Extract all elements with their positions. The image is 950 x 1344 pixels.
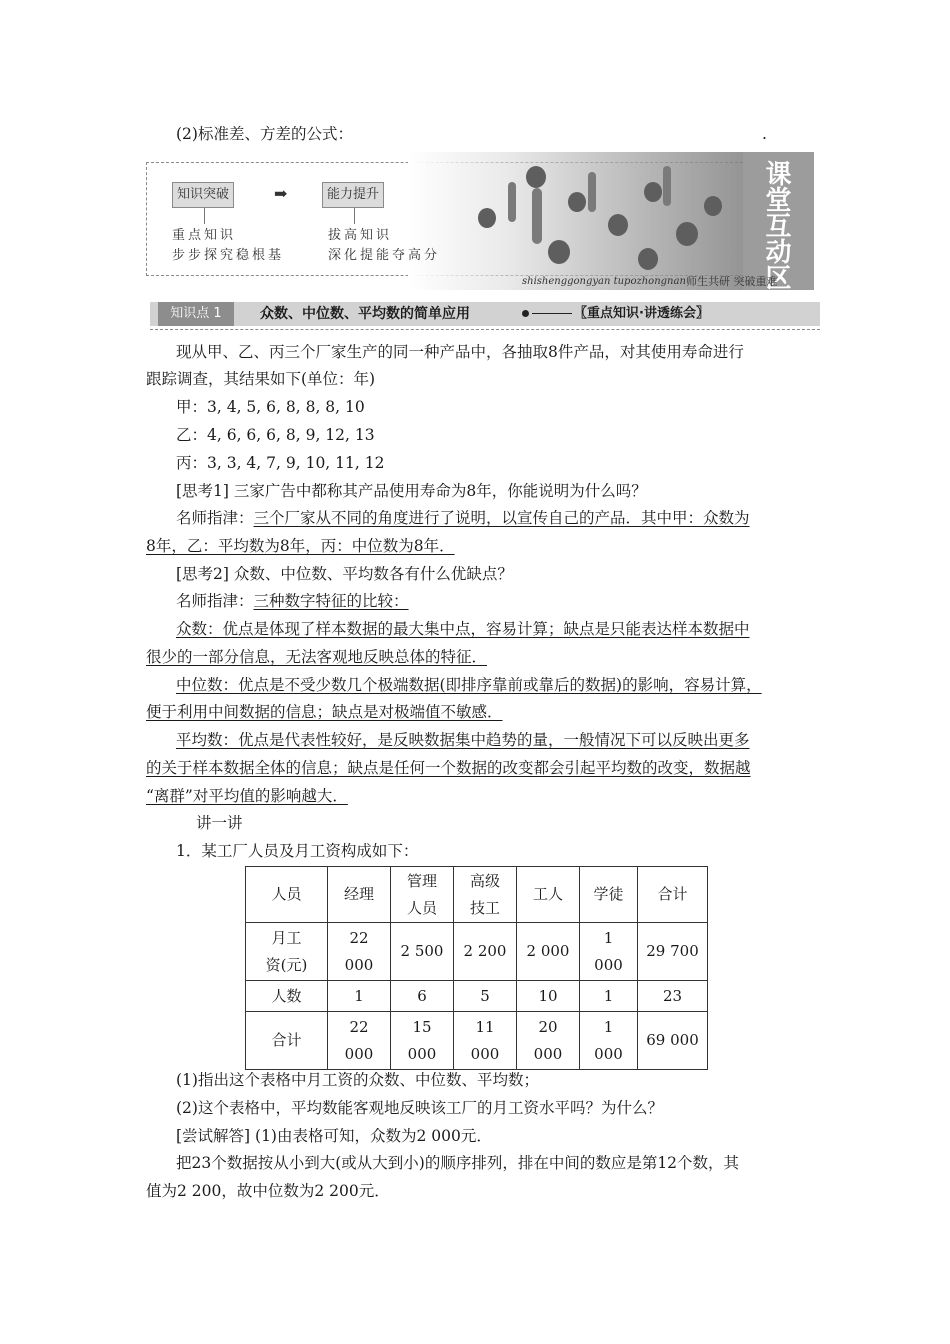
side-char: 堂 xyxy=(765,186,792,216)
table-cell: 2 000 xyxy=(517,923,580,981)
bullet-icon xyxy=(522,310,529,317)
arrow-right-icon: ➡ xyxy=(274,184,288,203)
tip-1-cont: 8年，乙：平均数为8年，丙：中位数为8年． xyxy=(146,537,455,555)
formula-line: (2)标准差、方差的公式： xyxy=(176,125,353,143)
sub-question-2: (2)这个表格中，平均数能客观地反映该工厂的月工资水平吗？为什么？ xyxy=(176,1099,663,1117)
banner-left-line1: 重点知识 xyxy=(172,228,237,243)
tip-2 xyxy=(176,591,409,611)
section-banner xyxy=(146,152,814,294)
table-cell: 1 000 xyxy=(580,1012,638,1070)
table-cell: 1 000 xyxy=(580,923,638,981)
salary-table xyxy=(245,866,708,1070)
mode-line1: 众数：优点是体现了样本数据的最大集中点，容易计算；缺点是只能表达样本数据中 xyxy=(176,620,750,638)
answer-line1: [尝试解答] (1)由表格可知，众数为2 000元． xyxy=(176,1127,492,1145)
classroom-interaction-label xyxy=(743,152,814,294)
think-2: [思考2] 众数、中位数、平均数各有什么优缺点？ xyxy=(176,565,513,583)
table-row xyxy=(246,867,708,923)
table-cell: 高级 技工 xyxy=(454,867,517,923)
knowledge-point-title: 众数、中位数、平均数的简单应用 xyxy=(260,306,470,322)
median-line2: 便于利用中间数据的信息；缺点是对极端值不敏感． xyxy=(146,703,503,721)
table-cell: 5 xyxy=(454,981,517,1012)
data-jia: 甲：3, 4, 5, 6, 8, 8, 8, 10 xyxy=(176,398,365,416)
answer-line3: 值为2 200，故中位数为2 200元． xyxy=(146,1182,390,1200)
mode-line2: 很少的一部分信息，无法客观地反映总体的特征． xyxy=(146,648,488,666)
banner-right-line2: 深化提能夺高分 xyxy=(328,248,441,263)
banner-right-line1: 拔高知识 xyxy=(328,228,393,243)
answer-line2: 把23个数据按从小到大(或从大到小)的顺序排列，排在中间的数应是第12个数，其 xyxy=(176,1154,740,1172)
tip-1-text: 三个厂家从不同的角度进行了说明，以宣传自己的产品．其中甲：众数为 xyxy=(253,509,750,527)
lecture-heading: 讲一讲 xyxy=(196,814,243,832)
table-cell: 29 700 xyxy=(638,923,708,981)
table-cell: 经理 xyxy=(328,867,391,923)
formula-line-end: . xyxy=(762,125,767,143)
data-bing: 丙：3, 3, 4, 7, 9, 10, 11, 12 xyxy=(176,454,385,472)
mean-line3: “离群”对平均值的影响越大． xyxy=(146,787,348,805)
side-char: 课 xyxy=(765,160,792,190)
table-cell: 人员 xyxy=(246,867,328,923)
knowledge-point-label: 知识点 1 xyxy=(158,302,234,326)
table-cell: 学徒 xyxy=(580,867,638,923)
table-cell: 工人 xyxy=(517,867,580,923)
think-1: [思考1] 三家广告中都称其产品使用寿命为8年，你能说明为什么吗？ xyxy=(176,482,647,500)
data-yi: 乙：4, 6, 6, 6, 8, 9, 12, 13 xyxy=(176,426,375,444)
crowd-image xyxy=(408,152,743,290)
side-char: 互 xyxy=(765,212,792,242)
mean-line1: 平均数：优点是代表性较好，是反映数据集中趋势的量，一般情况下可以反映出更多 xyxy=(176,731,750,749)
sub-question-1: (1)指出这个表格中月工资的众数、中位数、平均数； xyxy=(176,1071,539,1089)
table-cell: 管理 人员 xyxy=(391,867,454,923)
question-1: 1．某工厂人员及月工资构成如下： xyxy=(176,842,419,860)
table-cell: 22 000 xyxy=(328,923,391,981)
banner-pinyin: shishenggongyan tupozhongnan xyxy=(522,276,686,287)
table-cell: 合计 xyxy=(246,1012,328,1070)
table-cell: 1 xyxy=(328,981,391,1012)
tip-label: 名师指津： xyxy=(176,592,254,610)
tip-1 xyxy=(176,508,750,528)
intro-line1: 现从甲、乙、丙三个厂家生产的同一种产品中，各抽取8件产品，对其使用寿命进行 xyxy=(176,343,744,361)
table-cell: 23 xyxy=(638,981,708,1012)
side-char: 动 xyxy=(765,238,792,268)
table-cell: 1 xyxy=(580,981,638,1012)
median-line1: 中位数：优点是不受少数几个极端数据(即排序靠前或靠后的数据)的影响，容易计算， xyxy=(176,676,762,694)
table-cell: 月工 资(元) xyxy=(246,923,328,981)
table-cell: 10 xyxy=(517,981,580,1012)
mean-line2: 的关于样本数据全体的信息；缺点是任何一个数据的改变都会引起平均数的改变，数据越 xyxy=(146,759,751,777)
table-cell: 2 500 xyxy=(391,923,454,981)
table-cell: 11 000 xyxy=(454,1012,517,1070)
tag-knowledge-breakthrough: 知识突破 xyxy=(172,182,234,208)
table-row xyxy=(246,981,708,1012)
tip-2-text: 三种数字特征的比较： xyxy=(253,592,409,610)
table-cell: 15 000 xyxy=(391,1012,454,1070)
intro-line2: 跟踪调查，其结果如下(单位：年) xyxy=(146,370,376,388)
table-cell: 20 000 xyxy=(517,1012,580,1070)
table-cell: 人数 xyxy=(246,981,328,1012)
side-char: 区 xyxy=(765,264,792,294)
tip-label: 名师指津： xyxy=(176,509,254,527)
knowledge-point-tag: 〖重点知识·讲透练会〗 xyxy=(574,306,709,321)
table-cell: 22 000 xyxy=(328,1012,391,1070)
table-row xyxy=(246,1012,708,1070)
table-cell: 合计 xyxy=(638,867,708,923)
table-cell: 2 200 xyxy=(454,923,517,981)
table-cell: 69 000 xyxy=(638,1012,708,1070)
knowledge-point-bar xyxy=(150,302,820,328)
table-cell: 6 xyxy=(391,981,454,1012)
banner-slogan: 师生共研 突破重难 xyxy=(686,275,778,288)
table-row xyxy=(246,923,708,981)
tag-ability-improve: 能力提升 xyxy=(322,182,384,208)
banner-left-line2: 步步探究稳根基 xyxy=(172,248,285,263)
